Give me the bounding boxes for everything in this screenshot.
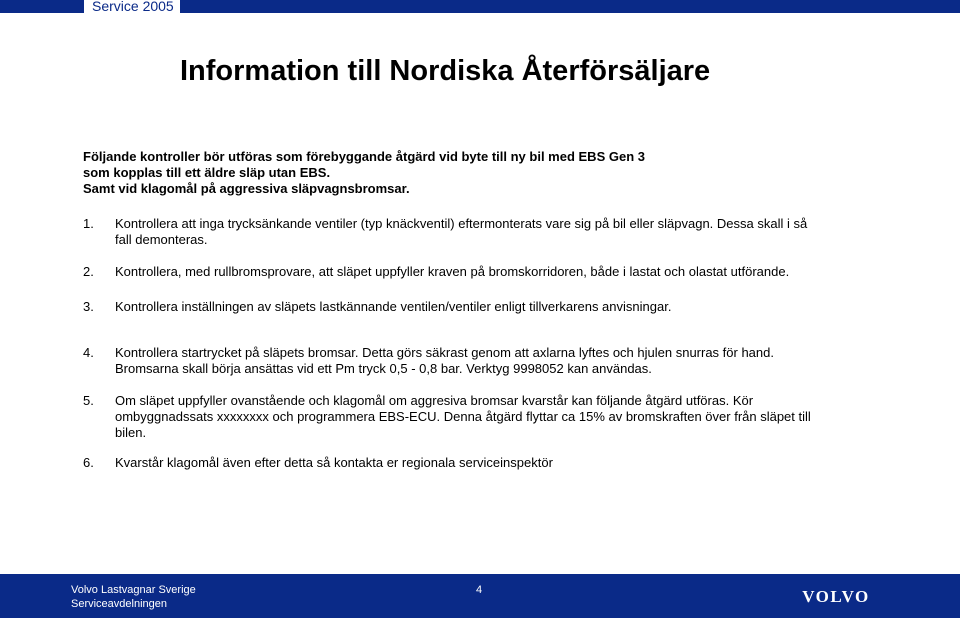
- list-item-number: 4.: [83, 345, 94, 360]
- volvo-logo-text: VOLVO: [802, 587, 870, 605]
- list-item-line: Bromsarna skall börja ansättas vid ett Pm tryck 0,5 - 0,8 bar. Verktyg 9998052 kan användas.: [115, 361, 652, 376]
- list-item-text: [115, 216, 883, 248]
- list-item-number: 3.: [83, 299, 94, 314]
- list-item-number: 1.: [83, 216, 94, 231]
- list-item-line: fall demonteras.: [115, 232, 208, 247]
- footer-bar: [0, 574, 960, 618]
- volvo-logo: [781, 587, 891, 605]
- list-item: [83, 393, 883, 441]
- list-item-line: Om släpet uppfyller ovanstående och klagomål om aggresiva bromsar kvarstår kan följande åtgärd utföras. Kör: [115, 393, 754, 408]
- intro-paragraph: [83, 149, 883, 197]
- list-item: [83, 455, 883, 471]
- list-item-number: 2.: [83, 264, 94, 279]
- page-number: 4: [476, 584, 483, 596]
- intro-line: som kopplas till ett äldre släp utan EBS.: [83, 165, 331, 180]
- footer-department: Serviceavdelningen: [71, 598, 168, 610]
- list-item-text: [115, 393, 883, 441]
- list-item-text: [115, 345, 883, 377]
- intro-line: Samt vid klagomål på aggressiva släpvagnsbromsar.: [83, 181, 410, 196]
- list-item-line: bilen.: [115, 425, 147, 440]
- list-item-text: [115, 455, 883, 471]
- header-bar: [0, 0, 960, 13]
- list-item-line: Kontrollera att inga trycksänkande ventiler (typ knäckventil) eftermonterats vare sig på bil eller släpvagn. Dessa skall i så: [115, 216, 808, 231]
- list-item: [83, 345, 883, 377]
- list-item: [83, 216, 883, 248]
- intro-line: Följande kontroller bör utföras som förebyggande åtgärd vid byte till ny bil med EBS Gen 3: [83, 149, 645, 164]
- list-item-text: [115, 299, 883, 315]
- list-item-line: ombyggnadssats xxxxxxxx och programmera EBS-ECU. Denna åtgärd flyttar ca 15% av bromskraften över från släpet till: [115, 409, 811, 424]
- list-item-line: Kontrollera, med rullbromsprovare, att släpet uppfyller kraven på bromskorridoren, både i lastat och olastat utförande.: [115, 264, 790, 279]
- list-item-line: Kvarstår klagomål även efter detta så kontakta er regionala serviceinspektör: [115, 455, 553, 470]
- list-item-text: [115, 264, 883, 280]
- page-title: Information till Nordiska Återförsäljare: [180, 55, 711, 87]
- footer-company: Volvo Lastvagnar Sverige: [71, 584, 196, 596]
- list-item-number: 6.: [83, 455, 94, 470]
- list-item-line: Kontrollera inställningen av släpets lastkännande ventilen/ventiler enligt tillverkarens anvisningar.: [115, 299, 672, 314]
- list-item-number: 5.: [83, 393, 94, 408]
- list-item: [83, 264, 883, 280]
- list-item: [83, 299, 883, 315]
- footer-company-block: [71, 583, 196, 611]
- header-label: Service 2005: [84, 0, 180, 15]
- list-item-line: Kontrollera startrycket på släpets bromsar. Detta görs säkrast genom att axlarna lyftes och hjulen snurras för hand.: [115, 345, 774, 360]
